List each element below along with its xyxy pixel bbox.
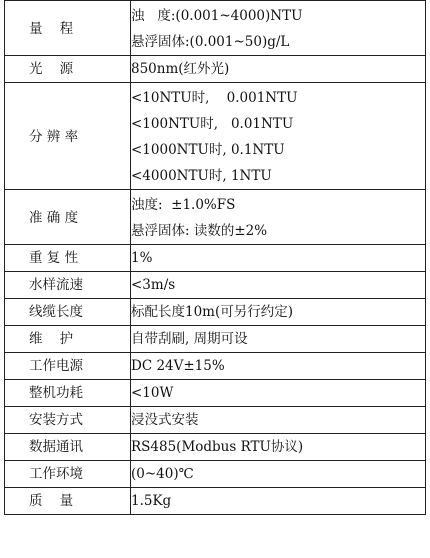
value-power-supply: DC 24V±15% bbox=[131, 358, 225, 374]
label-maintenance: 维 护 bbox=[29, 331, 74, 347]
row-cable-length bbox=[5, 299, 426, 326]
row-flow-rate bbox=[5, 272, 426, 299]
row-light-source bbox=[5, 56, 426, 83]
label-cable-length: 线缆长度 bbox=[29, 304, 83, 320]
label-resolution: 分 辨 率 bbox=[29, 129, 79, 145]
row-accuracy bbox=[5, 190, 426, 245]
value-environment: (0~40)℃ bbox=[131, 466, 194, 482]
value-range-solids: 悬浮固体:(0.001~50)g/L bbox=[131, 34, 290, 50]
label-light-source: 光 源 bbox=[29, 61, 74, 77]
row-resolution bbox=[5, 83, 426, 190]
value-maintenance: 自带刮刷, 周期可设 bbox=[131, 331, 248, 347]
value-resolution-1: <10NTU时, 0.001NTU bbox=[131, 90, 298, 106]
value-weight: 1.5Kg bbox=[131, 493, 172, 509]
label-communication: 数据通讯 bbox=[29, 439, 83, 455]
value-resolution-3: <1000NTU时, 0.1NTU bbox=[131, 142, 285, 158]
label-accuracy: 准 确 度 bbox=[29, 210, 79, 226]
value-flow-rate: <3m/s bbox=[131, 277, 176, 293]
value-repeatability: 1% bbox=[131, 250, 153, 266]
value-accuracy-solids: 悬浮固体: 读数的±2% bbox=[131, 223, 268, 239]
value-light-source: 850nm(红外光) bbox=[131, 61, 230, 77]
label-environment: 工作环境 bbox=[29, 466, 83, 482]
row-power-consumption bbox=[5, 380, 426, 407]
row-power-supply bbox=[5, 353, 426, 380]
value-accuracy-turbidity: 浊度: ±1.0%FS bbox=[131, 197, 236, 213]
value-range-turbidity: 浊 度:(0.001~4000)NTU bbox=[131, 8, 303, 24]
row-environment bbox=[5, 461, 426, 488]
spec-table bbox=[4, 0, 426, 515]
value-communication: RS485(Modbus RTU协议) bbox=[131, 439, 304, 455]
label-power-consumption: 整机功耗 bbox=[29, 385, 83, 401]
row-weight bbox=[5, 488, 426, 515]
value-installation: 浸没式安装 bbox=[131, 412, 199, 428]
value-power-consumption: <10W bbox=[131, 385, 174, 401]
label-range: 量 程 bbox=[29, 21, 74, 37]
label-flow-rate: 水样流速 bbox=[29, 277, 83, 293]
label-installation: 安装方式 bbox=[29, 412, 83, 428]
value-cable-length: 标配长度10m(可另行约定) bbox=[131, 304, 294, 320]
row-communication bbox=[5, 434, 426, 461]
value-resolution-2: <100NTU时, 0.01NTU bbox=[131, 116, 294, 132]
row-range bbox=[5, 1, 426, 56]
row-repeatability bbox=[5, 245, 426, 272]
row-installation bbox=[5, 407, 426, 434]
label-weight: 质 量 bbox=[29, 493, 74, 509]
label-power-supply: 工作电源 bbox=[29, 358, 83, 374]
value-resolution-4: <4000NTU时, 1NTU bbox=[131, 168, 272, 184]
label-repeatability: 重 复 性 bbox=[29, 250, 79, 266]
row-maintenance bbox=[5, 326, 426, 353]
